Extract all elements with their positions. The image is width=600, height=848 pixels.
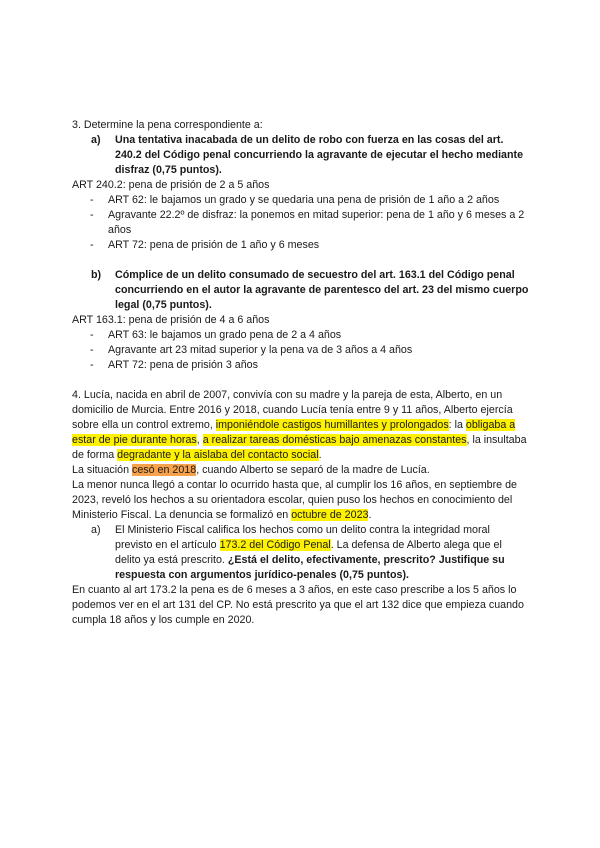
answer-3a-list — [72, 193, 530, 253]
highlight: degradante y la aislaba del contacto social — [117, 449, 319, 461]
highlight: 173.2 del Código Penal — [219, 539, 331, 551]
list-item: - Agravante art 23 mitad superior y la pena va de 3 años a 4 años — [90, 344, 413, 356]
question-4a-label: a) — [91, 524, 101, 536]
list-item: - Agravante 22.2º de disfraz: la ponemos en mitad superior: pena de 1 año y 6 meses a 2 años — [90, 209, 525, 236]
highlight: octubre de 2023 — [291, 509, 369, 521]
question-4-statement: 4. Lucía, nacida en abril de 2007, convivía con su madre y la pareja de esta, Alberto, en un domicilio de Murcia. Entre 2016 y 2018, cuando Lucía tenía entre 9 y 11 años, Alberto ejercía sobre ella un control extremo, imponiéndole castigos humillantes y prolongados: la obligaba a estar de pie durante horas, a realizar tareas domésticas bajo amenazas constantes, la insultaba de forma degradante y la aislaba del contacto social. — [72, 389, 527, 461]
highlight: imponiéndole castigos humillantes y prolongados — [215, 419, 449, 431]
answer-4: En cuanto al art 173.2 la pena es de 6 meses a 3 años, en este caso prescribe a los 5 años lo podemos ver en el art 131 del CP. No está prescrito ya que el art 132 dice que empieza cuando cumpla 18 años y los cumple en 2020. — [72, 584, 524, 626]
question-3a — [91, 133, 530, 178]
question-4a-text: El Ministerio Fiscal califica los hechos como un delito contra la integridad moral previsto en el artículo 173.2 del Código Penal. La defensa de Alberto alega que el delito ya está prescrito. ¿Está el delito, efectivamente, prescrito? Justifique su respuesta con argumentos jurídico-penales (0,75 puntos). — [115, 524, 505, 581]
list-item: - ART 72: pena de prisión 3 años — [90, 359, 258, 371]
question-4-report: La menor nunca llegó a contar lo ocurrido hasta que, al cumplir los 16 años, en septiembre de 2023, reveló los hechos a su orientadora escolar, quien puso los hechos en conocimiento del Ministerio Fiscal. La denuncia se formalizó en octubre de 2023. — [72, 479, 517, 521]
question-3a-text: Una tentativa inacabada de un delito de robo con fuerza en las cosas del art. 240.2 del Código penal concurriendo la agravante de ejecutar el hecho mediante disfraz (0,75 puntos). — [115, 134, 524, 176]
answer-3b-head: ART 163.1: pena de prisión de 4 a 6 años — [72, 314, 270, 326]
list-item: - ART 62: le bajamos un grado y se quedaria una pena de prisión de 1 año a 2 años — [90, 194, 500, 206]
question-3a-label: a) — [91, 134, 101, 146]
highlight: a realizar tareas domésticas bajo amenazas constantes — [202, 434, 467, 446]
question-3-title: 3. Determine la pena correspondiente a: — [72, 119, 263, 131]
list-item: - ART 63: le bajamos un grado pena de 2 a 4 años — [90, 329, 342, 341]
question-4-situation: La situación cesó en 2018, cuando Alberto se separó de la madre de Lucía. — [72, 464, 430, 476]
question-3b-label: b) — [91, 269, 102, 281]
highlight: obligaba a estar de pie durante horas — [72, 419, 516, 446]
question-3b-text: Cómplice de un delito consumado de secuestro del art. 163.1 del Código penal concurriendo en el autor la agravante de parentesco del art. 23 del mismo cuerpo legal (0,75 puntos). — [115, 269, 529, 311]
highlight: cesó en 2018 — [132, 464, 197, 476]
answer-3b-list — [72, 328, 530, 373]
answer-3a-head: ART 240.2: pena de prisión de 2 a 5 años — [72, 179, 270, 191]
document-content — [72, 118, 530, 628]
list-item: - ART 72: pena de prisión de 1 año y 6 meses — [90, 239, 320, 251]
question-4a — [91, 523, 530, 583]
question-3b — [91, 268, 530, 313]
